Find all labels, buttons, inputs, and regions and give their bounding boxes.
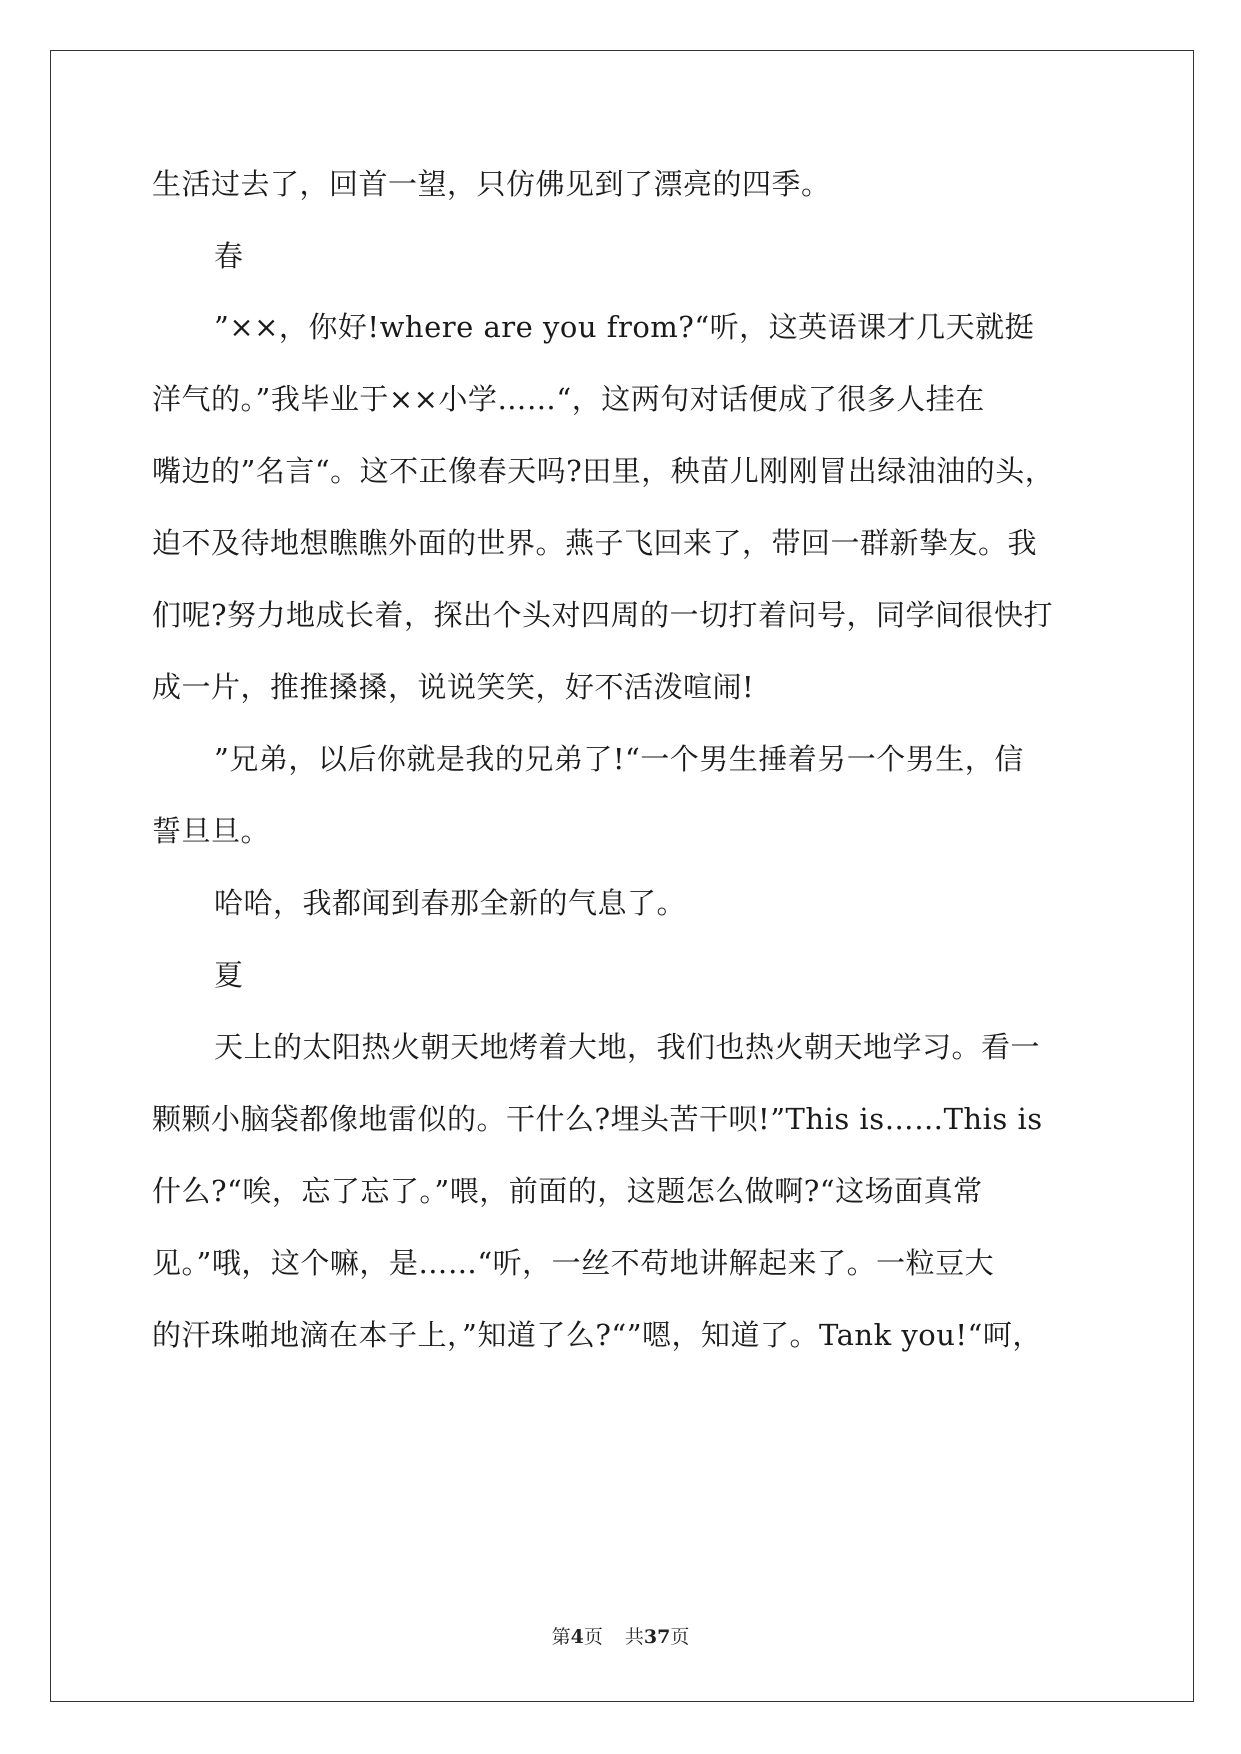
paragraph-line: 誓旦旦。 — [152, 814, 271, 848]
paragraph-line: 嘴边的”名言“。这不正像春天吗?田里，秧苗儿刚刚冒出绿油油的头， — [152, 454, 1055, 488]
paragraph-line: 迫不及待地想瞧瞧外面的世界。燕子飞回来了，带回一群新挚友。我 — [152, 526, 1038, 560]
page-number: 4 — [570, 1626, 584, 1648]
paragraph-line: 什么?“唉，忘了忘了。”喂，前面的，这题怎么做啊?“这场面真常 — [152, 1174, 983, 1208]
total-pages: 37 — [643, 1626, 671, 1648]
section-heading-spring: 春 — [214, 239, 244, 273]
page-prefix: 第 — [551, 1626, 571, 1648]
paragraph-line: 颗颗小脑袋都像地雷似的。干什么?埋头苦干呗!”This is……This is — [152, 1102, 1043, 1136]
paragraph-line: ”××，你好!where are you from?“听，这英语课才几天就挺 — [214, 310, 1035, 344]
paragraph-line: 见。”哦，这个嘛，是……“听，一丝不苟地讲解起来了。一粒豆大 — [152, 1246, 995, 1280]
paragraph-line: 们呢?努力地成长着，探出个头对四周的一切打着问号，同学间很快打 — [152, 598, 1054, 632]
page-suffix: 页 — [583, 1626, 603, 1648]
total-prefix: 共 — [624, 1626, 644, 1648]
section-heading-summer: 夏 — [214, 958, 244, 992]
page-footer — [0, 1622, 1241, 1649]
total-suffix: 页 — [670, 1626, 690, 1648]
paragraph-line: 生活过去了，回首一望，只仿佛见到了漂亮的四季。 — [152, 167, 831, 201]
page-border — [50, 50, 1194, 1702]
paragraph-line: 哈哈，我都闻到春那全新的气息了。 — [214, 886, 687, 920]
paragraph-line: 的汗珠啪地滴在本子上，”知道了么?“”嗯，知道了。Tank you!“呵， — [152, 1318, 1042, 1352]
paragraph-line: 天上的太阳热火朝天地烤着大地，我们也热火朝天地学习。看一 — [214, 1030, 1041, 1064]
paragraph-line: ”兄弟，以后你就是我的兄弟了!“一个男生捶着另一个男生，信 — [214, 742, 1024, 776]
paragraph-line: 洋气的。”我毕业于××小学……“，这两句对话便成了很多人挂在 — [152, 382, 985, 416]
paragraph-line: 成一片，推推搡搡，说说笑笑，好不活泼喧闹! — [152, 670, 755, 704]
